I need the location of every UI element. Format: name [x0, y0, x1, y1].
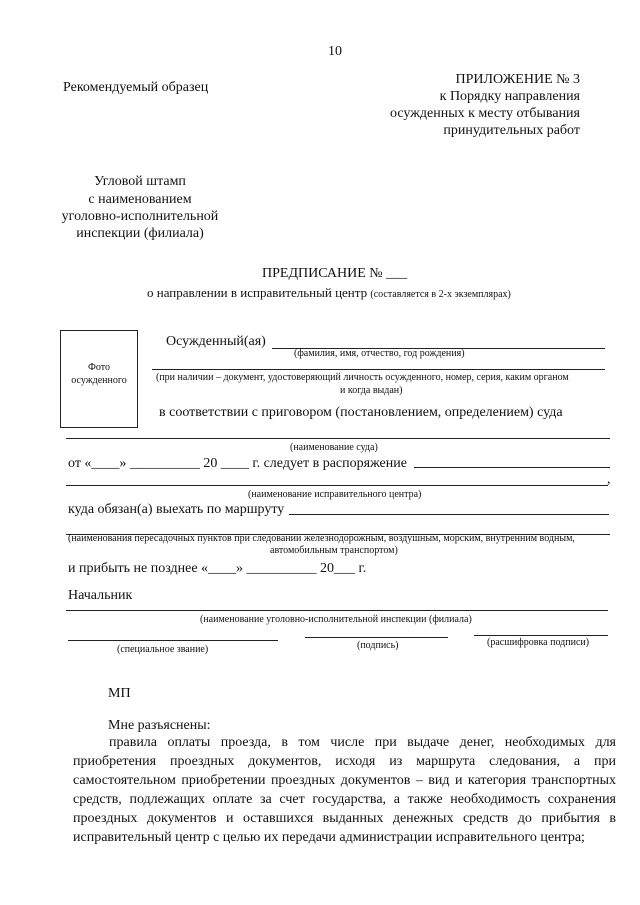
subtitle-text: о направлении в исправительный центр: [147, 285, 368, 300]
hint-route: (наименования пересадочных пунктов при следовании железнодорожным, воздушным, морским, внутренним водным,: [68, 533, 575, 544]
document-title: ПРЕДПИСАНИЕ № ___: [262, 266, 408, 281]
explained-label: Мне разъяснены:: [108, 718, 211, 733]
signature-line[interactable]: [305, 637, 448, 638]
photo-box: [60, 330, 138, 428]
explained-paragraph: правила оплаты проезда, в том числе при выдаче денег, необходимых для приобретения проездных документов, исходя из маршрута следования, а при самостоятельном приобретении проездных документов – вид и категория транспортных средств, подлежащих оплате за счет государства, а также необходимость сохранения проездных документов и оставшихся выданных денежных средств до прибытия в исправительный центр с целью их передачи администрации исправительного центра;: [73, 735, 616, 845]
recommended-sample: Рекомендуемый образец: [63, 80, 209, 95]
appendix-line: принудительных работ: [443, 123, 580, 138]
appendix-line: осужденных к месту отбывания: [390, 106, 580, 121]
decoding-line[interactable]: [474, 635, 608, 636]
chief-label: Начальник: [68, 588, 133, 603]
hint-inspection: (наименование уголовно-исполнительной инспекции (филиала): [200, 614, 472, 625]
stamp-line: Угловой штамп: [94, 174, 186, 189]
page-number: 10: [328, 44, 342, 59]
stamp-line: инспекции (филиала): [76, 226, 204, 241]
comma: ,: [607, 472, 611, 487]
route-label: куда обязан(а) выехать по маршруту: [68, 502, 285, 517]
hint-decoding: (расшифровка подписи): [487, 637, 590, 648]
rank-line[interactable]: [68, 640, 278, 641]
document-line[interactable]: [152, 369, 605, 370]
hint-center: (наименование исправительного центра): [248, 489, 422, 500]
date-prefix: от «____» __________ 20 ____ г. следует в распоряжение: [68, 456, 407, 471]
arrive-label: и прибыть не позднее «____» __________ 20___ г.: [68, 561, 367, 576]
hint-signature: (подпись): [357, 640, 399, 651]
disposal-line[interactable]: [414, 467, 610, 468]
convict-label: Осужденный(ая): [166, 334, 266, 349]
hint-route-continued: автомобильным транспортом): [270, 545, 398, 556]
stamp-line: с наименованием: [88, 192, 192, 207]
hint-rank: (специальное звание): [117, 644, 209, 655]
court-line[interactable]: [66, 438, 610, 439]
document-subtitle: [147, 285, 511, 301]
sentence-text: в соответствии с приговором (постановлением, определением) суда: [159, 405, 563, 420]
hint-document-continued: и когда выдан): [340, 385, 403, 396]
appendix-title: ПРИЛОЖЕНИЕ № 3: [455, 72, 580, 87]
subtitle-note: (составляется в 2-х экземплярах): [370, 289, 511, 300]
center-line[interactable]: [66, 485, 608, 486]
stamp-place: МП: [108, 686, 131, 701]
hint-court: (наименование суда): [290, 442, 378, 453]
route-line[interactable]: [289, 514, 609, 515]
hint-document: (при наличии – документ, удостоверяющий личность осужденного, номер, серия, каким органом: [156, 372, 569, 383]
photo-label: Фото осужденного: [71, 362, 127, 386]
hint-name: (фамилия, имя, отчество, год рождения): [294, 348, 465, 359]
stamp-line: уголовно-исполнительной: [61, 209, 219, 224]
inspection-line[interactable]: [66, 610, 608, 611]
appendix-line: к Порядку направления: [439, 89, 580, 104]
